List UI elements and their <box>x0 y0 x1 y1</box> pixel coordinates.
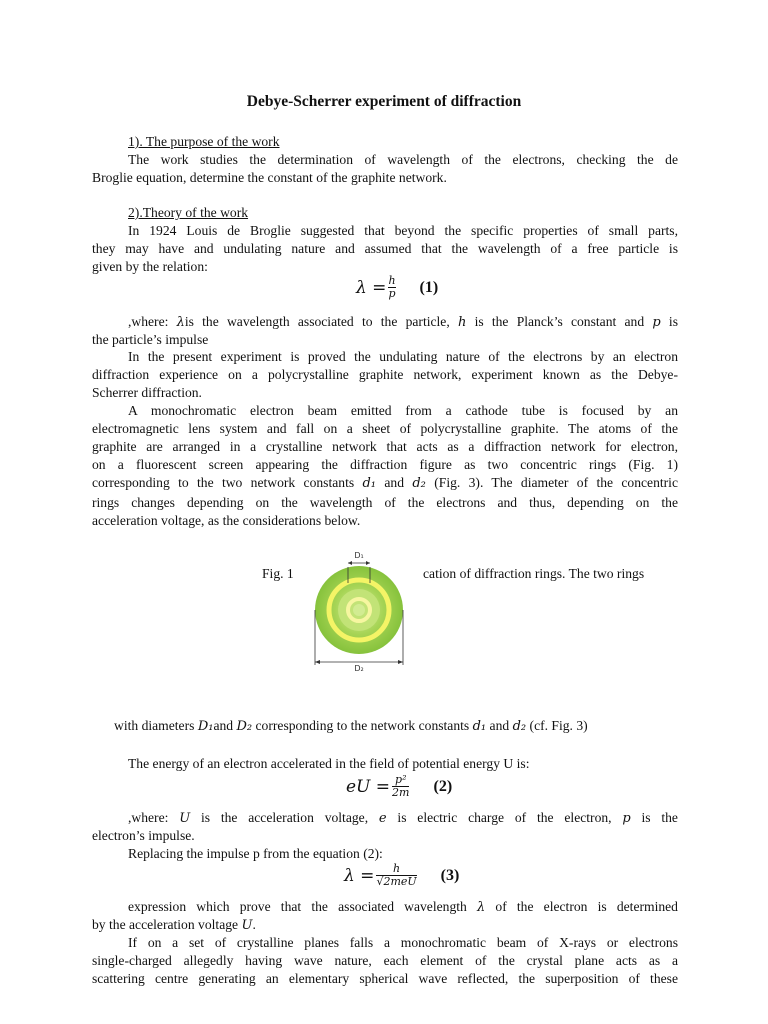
symbol-U-2: U <box>241 918 253 933</box>
equation-2-number: (2) <box>433 777 453 795</box>
where-1-a: ,where: <box>128 314 177 329</box>
equation-1-number: (1) <box>419 278 439 296</box>
where-1-b: is the wavelength associated to the particle, <box>184 314 458 329</box>
symbol-d2b: d₂ <box>512 719 527 734</box>
symbol-d1: d₁ <box>362 476 377 491</box>
expr-l2a: by the acceleration voltage <box>92 917 242 932</box>
center-spot <box>353 604 365 616</box>
section-1-line-2: Broglie equation, determine the constant of the graphite network. <box>92 170 447 185</box>
equation-3-denominator: √2meU <box>376 875 417 888</box>
expr-b: of the electron is determined <box>485 899 678 914</box>
where-2-d: is the <box>630 810 678 825</box>
paragraph-4-line-1: A monochromatic electron beam emitted from a cathode tube is focused by an <box>128 403 678 418</box>
section-2-line-2: they may have and undulating nature and assumed that the wavelength of a free particle is <box>92 241 678 256</box>
where-1-d: is <box>660 314 678 329</box>
symbol-D2: D₂ <box>236 719 253 734</box>
equation-3-lhs: λ = <box>344 865 375 886</box>
energy-line: The energy of an electron accelerated in the field of potential energy U is: <box>128 756 530 771</box>
section-2-heading: 2).Theory of the work <box>128 205 249 220</box>
d2-dimension-label: D₂ <box>354 664 364 673</box>
after-fig-c: corresponding to the network constants <box>252 718 473 733</box>
equation-1-fraction <box>388 275 395 300</box>
symbol-e: e <box>378 811 387 826</box>
equation-3-number: (3) <box>440 866 460 884</box>
equation-2-numerator: p² <box>395 773 407 786</box>
equation-2-denominator: 2m <box>392 786 410 799</box>
paragraph-3-line-3: Scherrer diffraction. <box>92 385 202 400</box>
paragraph-4-line-4: on a fluorescent screen appearing the diffraction figure as two concentric rings (Fig. 1) <box>92 457 678 472</box>
paragraph-4-line-2: electromagnetic lens system and fall on a sheet of polycrystalline graphite. The atoms of the <box>92 421 678 436</box>
symbol-d1b: d₁ <box>472 719 487 734</box>
after-fig-a: with diameters <box>114 718 198 733</box>
where-2-a: ,where: <box>128 810 180 825</box>
figure-1-label: Fig. 1 <box>262 566 294 581</box>
equation-2 <box>346 774 452 799</box>
symbol-p: p <box>652 315 661 330</box>
last-paragraph-line-2: single-charged allegedly having wave nature, each element of the crystal plane acts as a <box>92 953 678 968</box>
equation-1-denominator: p <box>388 287 396 300</box>
where-2-line-1 <box>128 809 678 828</box>
where-1-line-2: the particle’s impulse <box>92 332 209 347</box>
paragraph-4-line-6: rings changes depending on the wavelength of the electrons and thus, depending on the <box>92 495 678 510</box>
p4-l5b: and <box>376 475 413 490</box>
section-1-line-1: The work studies the determination of wavelength of the electrons, checking the de <box>128 152 678 167</box>
equation-1-numerator: h <box>388 274 396 287</box>
where-2-b: is the acceleration voltage, <box>190 810 379 825</box>
equation-2-lhs: eU = <box>346 776 391 797</box>
after-fig-b: and <box>213 718 237 733</box>
equation-2-fraction <box>392 774 409 799</box>
equation-1-lhs: λ = <box>356 277 387 298</box>
expression-line-2 <box>92 916 256 935</box>
after-figure-line <box>114 717 588 736</box>
symbol-d2: d₂ <box>412 476 426 491</box>
where-1-line-1 <box>128 313 678 332</box>
expression-line-1 <box>128 898 678 917</box>
where-2-line-2: electron’s impulse. <box>92 828 195 843</box>
equation-1 <box>356 275 438 300</box>
section-2-line-3: given by the relation: <box>92 259 208 274</box>
diffraction-rings-figure <box>308 545 418 675</box>
section-2-line-1: In 1924 Louis de Broglie suggested that beyond the specific properties of small parts, <box>128 223 678 238</box>
paragraph-3-line-1: In the present experiment is proved the undulating nature of the electrons by an electron <box>128 349 678 364</box>
document-title: Debye-Scherrer experiment of diffraction <box>246 93 522 110</box>
d1-dimension-label: D₁ <box>354 551 364 560</box>
symbol-D1: D₁ <box>197 719 214 734</box>
section-1-heading: 1). The purpose of the work <box>128 134 280 149</box>
where-2-c: is electric charge of the electron, <box>386 810 623 825</box>
last-paragraph-line-3: scattering centre generating an elementary spherical wave reflected, the superposition of these <box>92 971 678 986</box>
after-fig-e: and <box>486 718 513 733</box>
symbol-lambda: λ <box>176 315 185 330</box>
equation-3-numerator: h <box>393 862 401 875</box>
figure-1-caption-tail: cation of diffraction rings. The two rings <box>423 566 645 581</box>
equation-3 <box>344 863 459 888</box>
paragraph-4-line-5 <box>92 474 678 493</box>
symbol-p2: p <box>622 811 631 826</box>
symbol-U: U <box>179 811 191 826</box>
expr-a: expression which prove that the associated wavelength <box>128 899 477 914</box>
paragraph-4-line-3: graphite are arranged in a crystalline network that acts as a diffraction network for electron, <box>92 439 678 454</box>
expr-l2b: . <box>252 917 256 932</box>
paragraph-4-line-7: acceleration voltage, as the considerations below. <box>92 513 361 528</box>
paragraph-3-line-2: diffraction experience on a polycrystalline graphite network, experiment known as the Debye- <box>92 367 678 382</box>
symbol-lambda-2: λ <box>476 900 486 915</box>
p4-l5c: (Fig. 3). The diameter of the concentric <box>425 475 678 490</box>
equation-3-fraction <box>376 863 416 888</box>
after-fig-f: (cf. Fig. 3) <box>526 718 588 733</box>
where-1-c: is the Planck’s constant and <box>466 314 653 329</box>
symbol-h: h <box>457 315 467 330</box>
p4-l5a: corresponding to the two network constants <box>92 475 363 490</box>
last-paragraph-line-1: If on a set of crystalline planes falls a monochromatic beam of X-rays or electrons <box>128 935 678 950</box>
replacing-line: Replacing the impulse p from the equation (2): <box>128 846 383 861</box>
